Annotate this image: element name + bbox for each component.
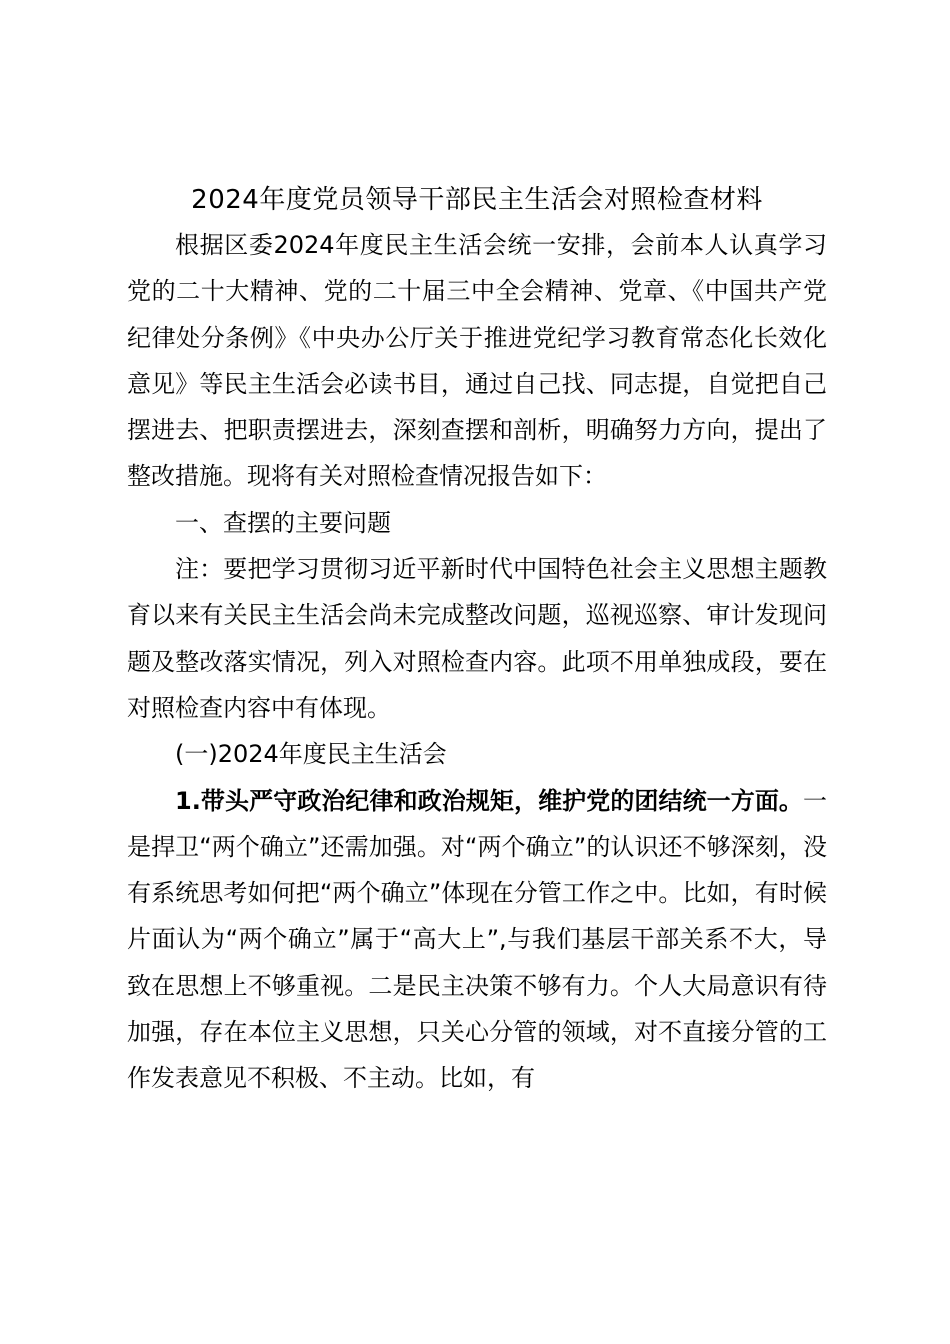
- item-lead: 1.带头严守政治纪律和政治规矩，维护党的团结统一方面。: [175, 786, 803, 815]
- document-title: 2024年度党员领导干部民主生活会对照检查材料: [191, 185, 763, 215]
- subsection-heading: (一)2024年度民主生活会: [175, 740, 447, 769]
- section-heading: 一、查摆的主要问题: [175, 508, 391, 537]
- item-paragraph: [127, 778, 827, 1102]
- intro-paragraph: 根据区委2024年度民主生活会统一安排，会前本人认真学习党的二十大精神、党的二十届三中全会精神、党章、《中国共产党纪律处分条例》《中央办公厅关于推进党纪学习教育常态化长效化意见》等民主生活会必读书目，通过自己找、同志提，自觉把自己摆进去、把职责摆进去，深刻查摆和剖析，明确努力方向，提出了整改措施。现将有关对照检查情况报告如下：: [127, 231, 827, 491]
- item-body: 一是捍卫“两个确立”还需加强。对“两个确立”的认识还不够深刻，没有系统思考如何把“两个确立”体现在分管工作之中。比如，有时候片面认为“两个确立”属于“高大上”,与我们基层干部关系不大，导致在思想上不够重视。二是民主决策不够有力。个人大局意识有待加强，存在本位主义思想，只关心分管的领域，对不直接分管的工作发表意见不积极、不主动。比如，有: [127, 786, 827, 1093]
- note-paragraph: 注：要把学习贯彻习近平新时代中国特色社会主义思想主题教育以来有关民主生活会尚未完成整改问题，巡视巡察、审计发现问题及整改落实情况，列入对照检查内容。此项不用单独成段，要在对照检查内容中有体现。: [127, 555, 827, 722]
- document-body: [127, 178, 827, 1102]
